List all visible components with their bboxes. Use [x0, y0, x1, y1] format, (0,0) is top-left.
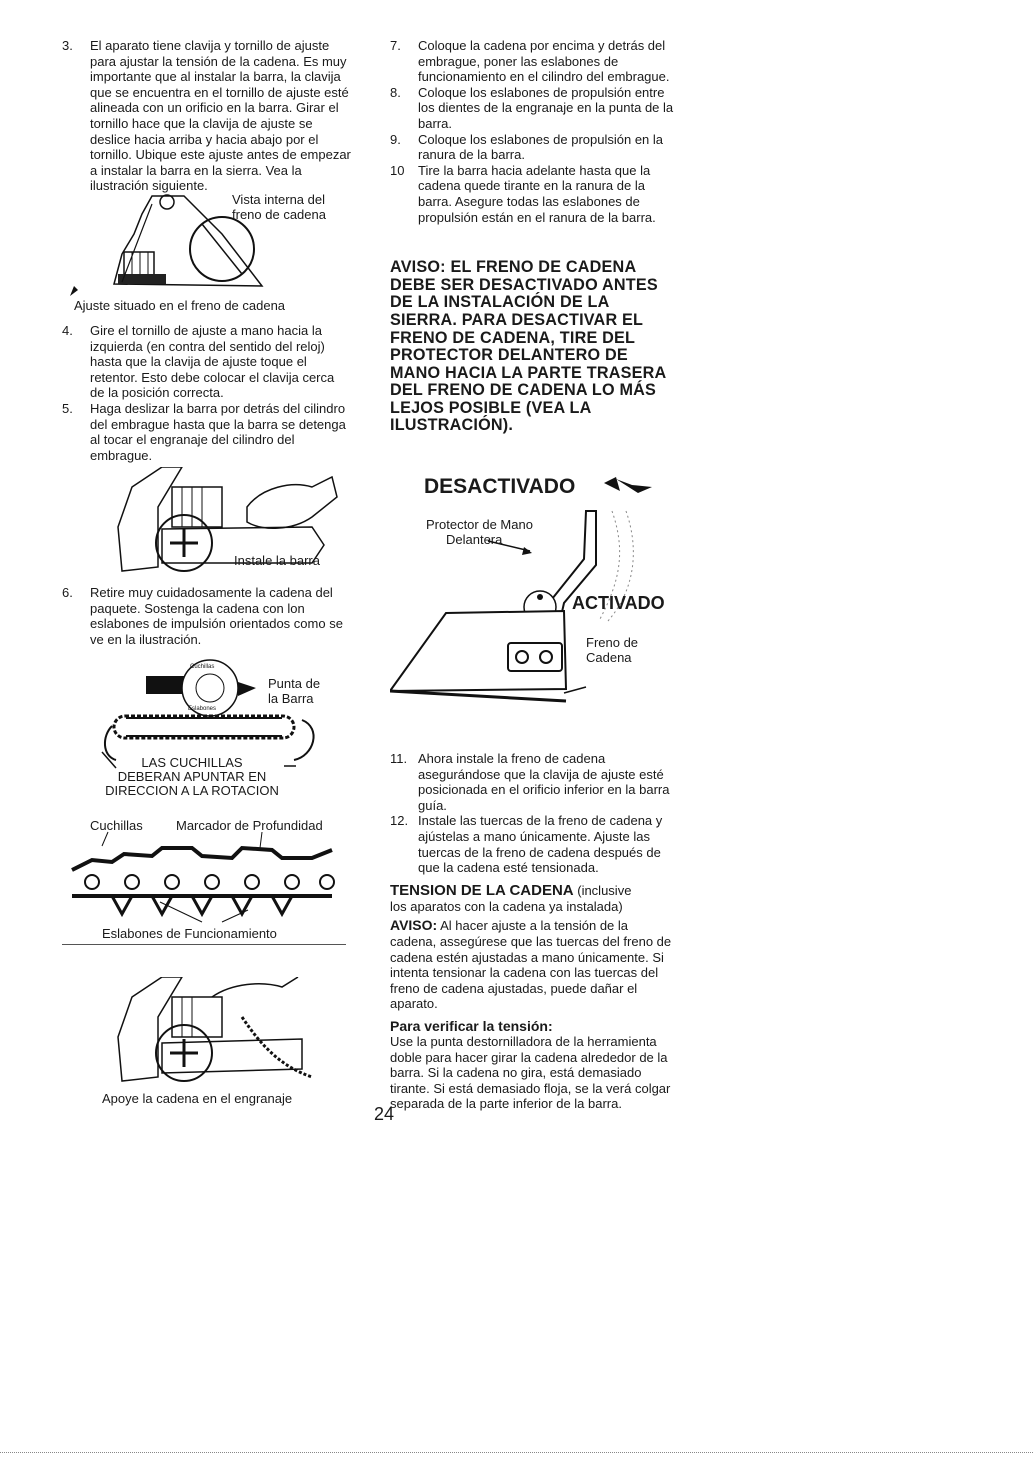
figure-chain-parts	[62, 818, 352, 928]
step-6	[62, 585, 352, 647]
step-number: 11.	[390, 751, 408, 767]
label-punta: Punta de	[268, 675, 321, 691]
left-column	[62, 38, 352, 1106]
step-12	[390, 813, 675, 875]
label-marcador: Marcador de Profundidad	[176, 817, 323, 833]
label-desactivado: DESACTIVADO	[424, 475, 576, 499]
label-activado: ACTIVADO	[572, 593, 665, 614]
warning-chain-brake: AVISO: EL FRENO DE CADENA DEBE SER DESACTIVADO ANTES DE LA INSTALACIÓN DE LA SIERRA. PARA DESACTIVAR EL FRENO DE CADENA, TIRE DEL PROTECTOR DELANTERO DE MANO HACIA LA PARTE TRASERA DEL FRENO DE CADENA LO MÁS LEJOS POSIBLE (VEA LA ILUSTRACIÓN).	[390, 258, 666, 435]
step-8	[390, 85, 675, 132]
figure-chain-brake-inside	[62, 191, 352, 296]
verify-title: Para verificar la tensión:	[390, 1017, 553, 1034]
tension-note-cont: los aparatos con la cadena ya instalada)	[390, 898, 623, 914]
step-number: 6.	[62, 585, 73, 601]
step-number: 5.	[62, 400, 73, 416]
verify-text: Use la punta destornilladora de la herramienta doble para hacer girar la cadena alrededor de la barra. Si la cadena no gira, está demasiado tirante. Si está demasiado floja, se la verá colgar separada de la parte inferior de la barra.	[390, 1033, 671, 1112]
tension-note: (inclusive	[577, 882, 632, 898]
label-delantera: Delantera	[446, 532, 503, 548]
step-text: El aparato tiene clavija y tornillo de ajuste para ajustar la tensión de la cadena. Es muy importante que al instalar la barra, la clavija que se encuentra en el tornillo de ajuste esté alineada con un orificio en la barra. Girar el tornillo hace que la clavija de ajuste se deslice hacia arriba y hacia abajo por el tornillo. Ubique este ajuste antes de empezar a instalar la barra en la sierra. Vea la ilustración siguiente.	[90, 38, 351, 194]
label-freno-cadena: freno de cadena	[232, 206, 326, 222]
page-number: 24	[374, 1104, 395, 1124]
step-text: Tire la barra hacia adelante hasta que la cadena quede tirante en la ranura de la barra. Asegure todas las eslabones de propulsión están en el ranura de la barra.	[418, 162, 656, 225]
step-number: 8.	[390, 84, 401, 100]
figure-caption: Instale la barra	[234, 553, 320, 569]
step-9	[390, 132, 675, 163]
figure-chain-sprocket	[62, 977, 352, 1089]
aviso-tension	[390, 918, 675, 1012]
label-cadena: Cadena	[586, 650, 632, 666]
label-vista-interna: Vista interna del	[232, 191, 325, 207]
step-11	[390, 751, 675, 813]
bottom-edge-line	[0, 1452, 1033, 1453]
step-text: Ahora instale la freno de cadena asegurándose que la clavija de ajuste esté posicionada en el orificio inferior en la barra guía.	[418, 751, 670, 813]
figure-chain-direction	[62, 656, 352, 796]
step-number: 4.	[62, 322, 73, 338]
chain-parts-illustration	[52, 818, 352, 928]
step-text: Coloque la cadena por encima y detrás del embrague, poner las eslabones de funcionamiento en el cilindro del embrague.	[418, 38, 670, 85]
step-4	[62, 323, 352, 401]
step-text: Retire muy cuidadosamente la cadena del paquete. Sostenga la cadena con lon eslabones de impulsión orientados como se ve en la ilustración.	[90, 585, 343, 648]
figure-chain-brake-positions	[390, 471, 675, 711]
step-3	[62, 38, 352, 194]
step-text: Coloque los eslabones de propulsión en la ranura de la barra.	[418, 131, 664, 163]
tension-title: TENSION DE LA CADENA	[390, 881, 574, 899]
step-text: Instale las tuercas de la freno de cadena y ajústelas a mano únicamente. Ajuste las tuercas de la freno de cadena después de que la cadena esté tensionada.	[418, 813, 663, 876]
step-10	[390, 163, 675, 225]
label-circle-top: Cuchillas	[190, 663, 215, 670]
figure-caption: Ajuste situado en el freno de cadena	[74, 297, 286, 313]
step-7	[390, 38, 675, 85]
warning-line-3: DIRECCION A LA ROTACION	[105, 782, 279, 798]
figure-caption: Apoye la cadena en el engranaje	[102, 1090, 293, 1106]
warning-line-1: LAS CUCHILLAS	[141, 754, 243, 770]
chain-sprocket-illustration	[62, 977, 352, 1089]
label-circle-bottom: Eslabones	[188, 705, 217, 712]
step-number: 7.	[390, 38, 401, 53]
warning-line-2: DEBERAN APUNTAR EN	[117, 768, 267, 784]
right-column	[390, 38, 675, 1112]
chain-brake-positions-illustration	[390, 471, 680, 711]
step-text: Haga deslizar la barra por detrás del cilindro del embrague hasta que la barra se detenga al tocar el engranaje del cilindro del embrague.	[90, 400, 346, 463]
label-eslabones: Eslabones de Funcionamiento	[102, 925, 277, 941]
step-text: Coloque los eslabones de propulsión entre los dientes de la engranaje en la punta de la barra.	[418, 84, 674, 131]
section-tension-title	[390, 882, 675, 899]
label-cuchillas: Cuchillas	[90, 817, 143, 833]
step-number: 10	[390, 162, 405, 178]
figure-install-bar	[62, 467, 352, 579]
divider	[62, 944, 346, 945]
step-text: Gire el tornillo de ajuste a mano hacia la izquierda (en contra del sentido del reloj) hasta que la clavija de ajuste toque el retentor. Esto debe colocar el clavija cerca de la posición correcta.	[90, 322, 335, 401]
aviso-text: Al hacer ajuste a la tensión de la cadena, assegúrese que las tuercas del freno de cadena estén ajustadas a mano únicamente. Si intenta tensionar la cadena con las tuercas del freno de cadena ajustadas, puede dañar el aparato.	[390, 918, 672, 1012]
label-freno: Freno de	[586, 635, 639, 651]
step-5	[62, 401, 352, 463]
step-number: 9.	[390, 131, 401, 147]
aviso-label: AVISO:	[390, 917, 438, 934]
step-number: 3.	[62, 38, 73, 53]
step-number: 12.	[390, 813, 409, 829]
label-barra: la Barra	[268, 690, 314, 706]
label-protector: Protector de Mano	[426, 517, 533, 533]
